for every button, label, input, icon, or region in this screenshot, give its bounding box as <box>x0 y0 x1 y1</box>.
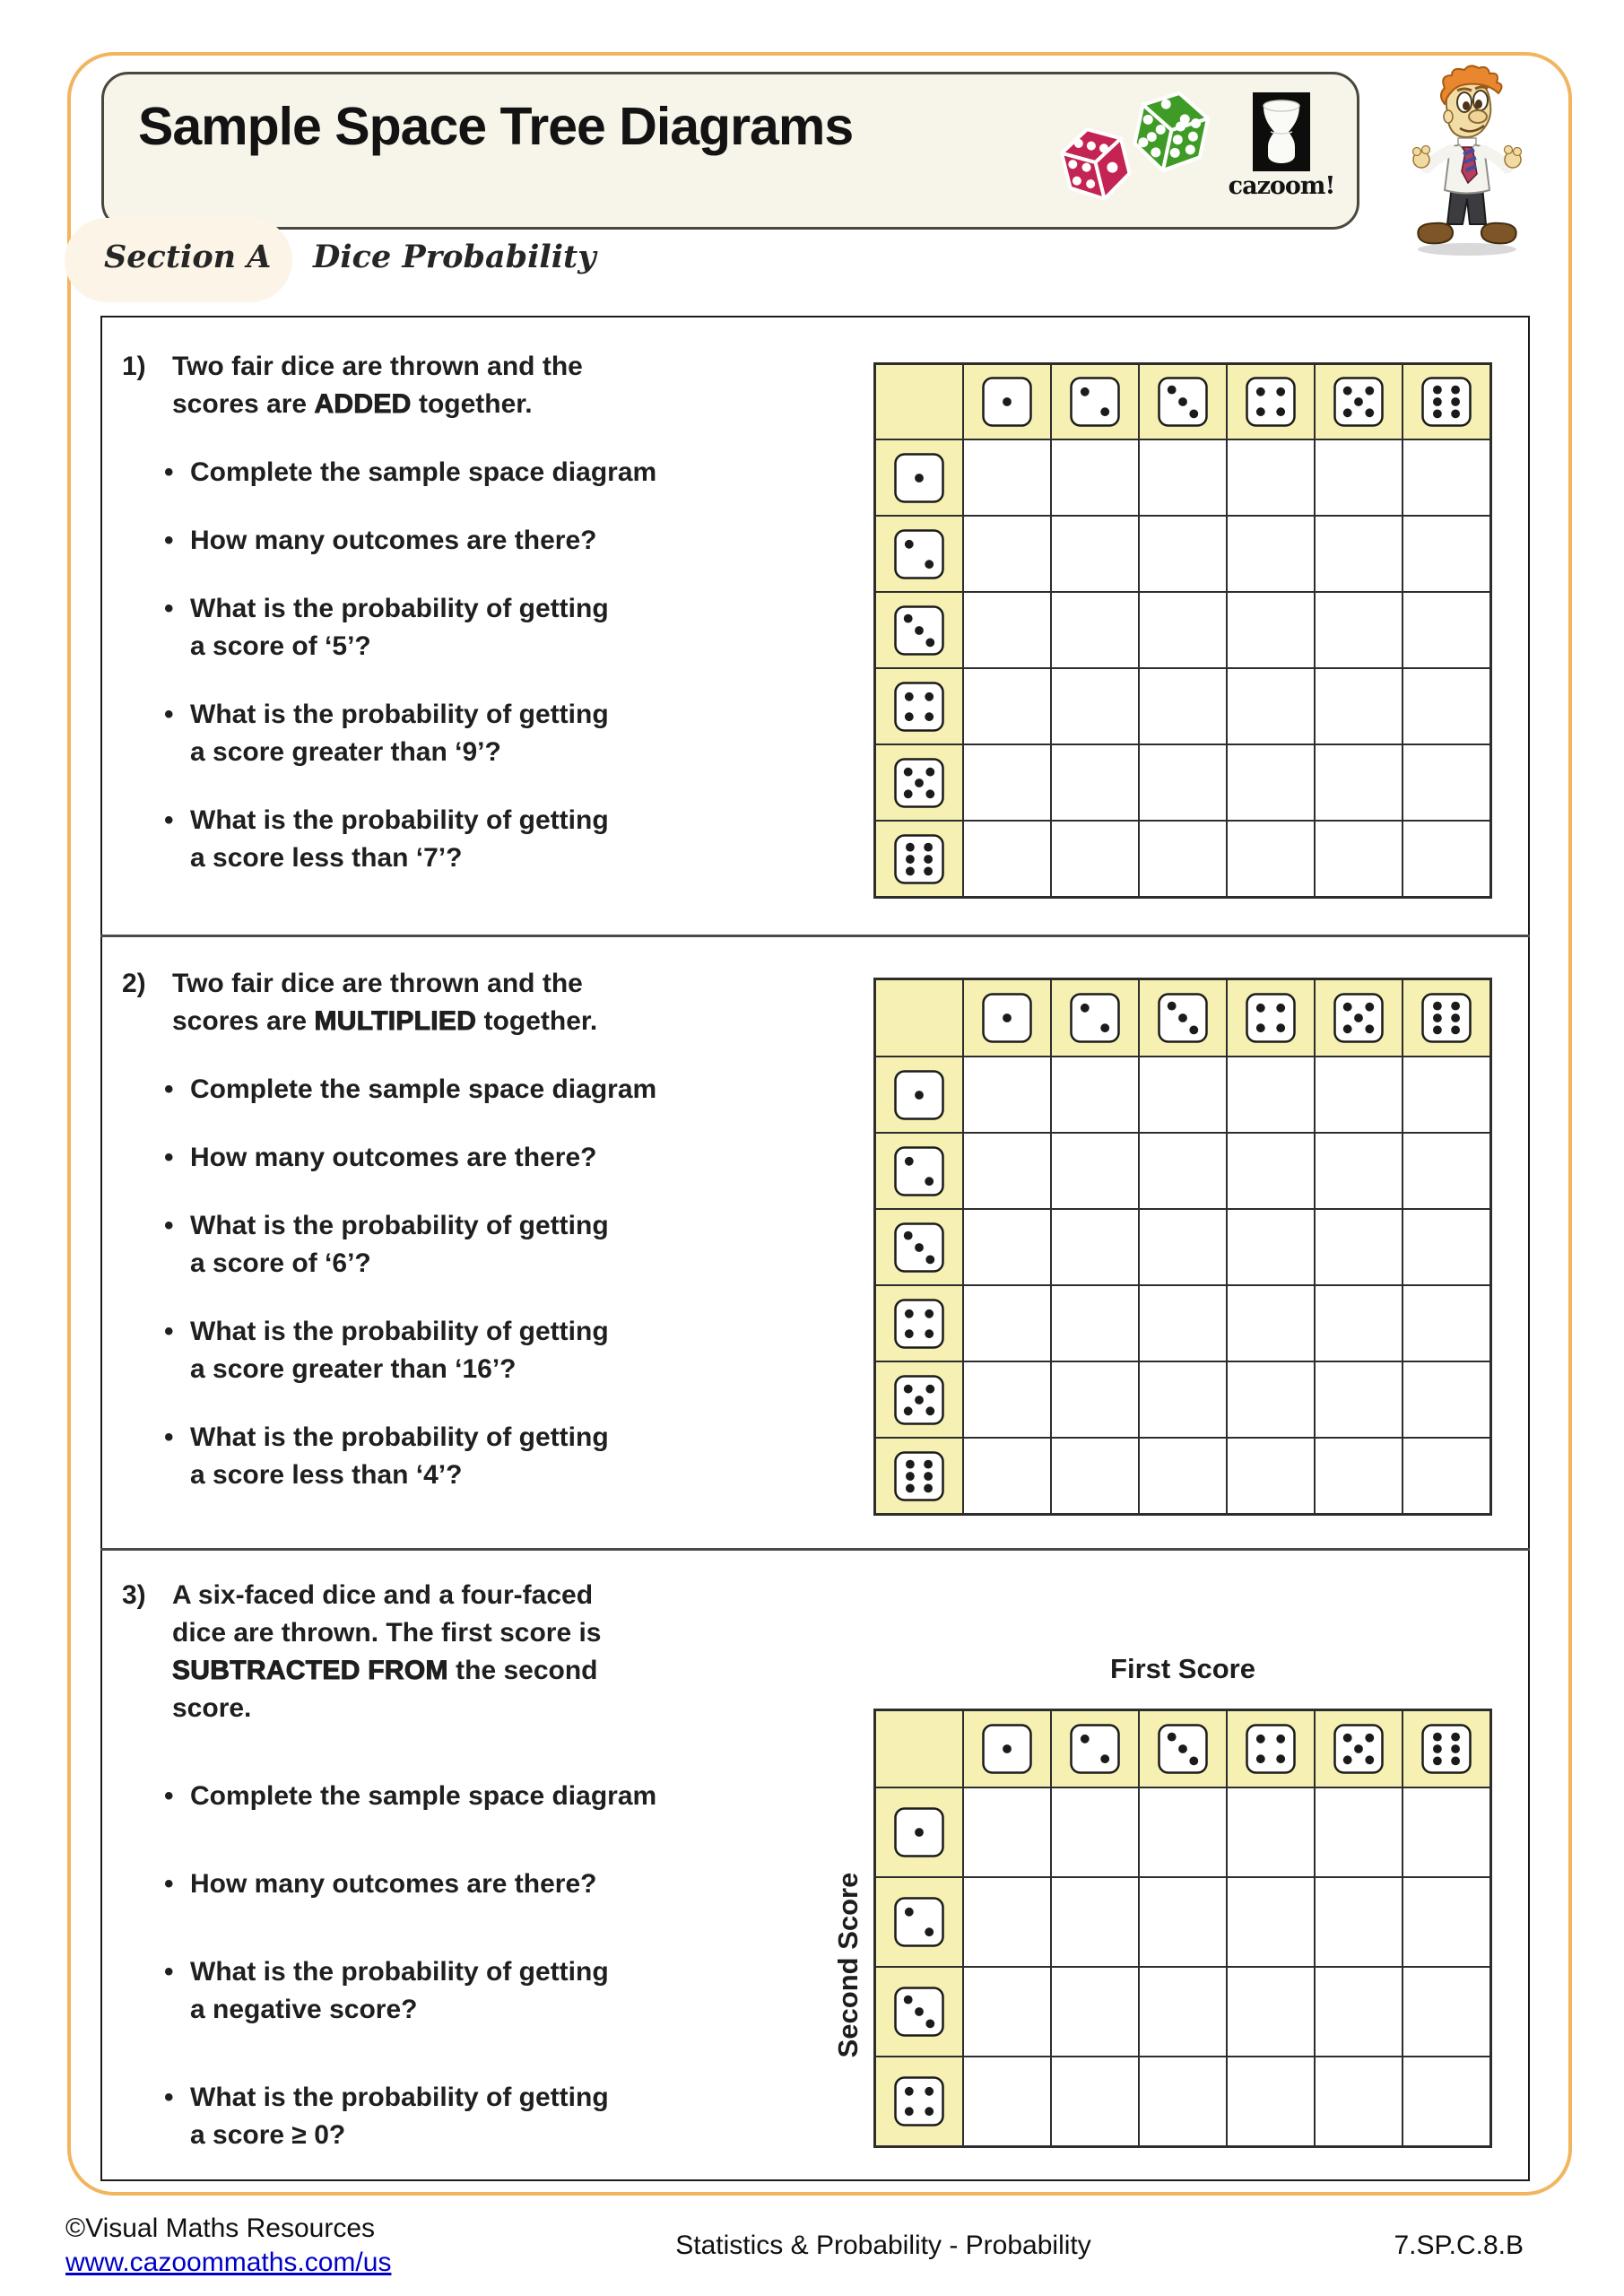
corner-cell <box>875 1710 963 1787</box>
question-3-intro-line: score. <box>172 1693 252 1723</box>
sample-space-cell <box>1315 1133 1403 1209</box>
sample-space-cell <box>1403 1361 1490 1438</box>
sample-space-cell <box>963 1285 1051 1361</box>
sample-space-cell <box>1139 1133 1227 1209</box>
sample-space-cell <box>1139 1787 1227 1877</box>
sample-space-cell <box>1315 1057 1403 1133</box>
sample-space-cell <box>1139 1967 1227 2057</box>
question-2-bullet: • What is the probability of getting a score less than ‘4’? <box>115 1419 877 1494</box>
die-header-cell <box>963 364 1051 439</box>
sample-space-cell <box>1403 439 1490 516</box>
cazoom-mascot <box>1399 65 1535 260</box>
sample-space-grid-1 <box>873 362 1492 899</box>
die-2-icon <box>1070 377 1120 427</box>
die-header-cell <box>875 821 963 897</box>
die-header-cell <box>1315 1710 1403 1787</box>
die-header-cell <box>875 1438 963 1514</box>
sample-space-cell <box>1315 1209 1403 1285</box>
sample-space-cell <box>1139 1285 1227 1361</box>
sample-space-cell <box>1315 1438 1403 1514</box>
die-1-icon <box>982 1724 1032 1774</box>
question-3-bullet: • What is the probability of getting a score ≥ 0? <box>115 2079 877 2154</box>
sample-space-cell <box>1051 1285 1139 1361</box>
question-1-bullet: • What is the probability of getting a score less than ‘7’? <box>115 802 877 877</box>
sample-space-cell <box>1403 1438 1490 1514</box>
second-score-label: Second Score <box>832 1872 864 2058</box>
sample-space-cell <box>1139 516 1227 592</box>
sample-space-cell <box>963 1057 1051 1133</box>
sample-space-cell <box>1051 516 1139 592</box>
bullet-icon: • <box>164 2083 174 2112</box>
die-header-cell <box>875 668 963 744</box>
die-header-cell <box>875 1787 963 1877</box>
standard-code: 7.SP.C.8.B <box>1394 2231 1524 2260</box>
die-5-icon <box>1333 377 1384 427</box>
die-5-icon <box>1333 993 1384 1043</box>
bullet-icon: • <box>164 526 174 555</box>
sample-space-cell <box>963 439 1051 516</box>
sample-space-cell <box>1227 1877 1315 1967</box>
sample-space-cell <box>1403 744 1490 821</box>
copyright-text: ©Visual Maths Resources <box>65 2213 376 2243</box>
bullet-icon: • <box>164 1422 174 1452</box>
die-3-icon <box>894 1222 944 1273</box>
bullet-icon: • <box>164 594 174 623</box>
die-header-cell <box>875 1361 963 1438</box>
die-6-icon <box>894 834 944 884</box>
sample-space-cell <box>1139 592 1227 668</box>
question-1-bullet: • What is the probability of getting a score of ‘5’? <box>115 590 877 665</box>
sample-space-cell <box>1139 1361 1227 1438</box>
sample-space-cell <box>1403 1057 1490 1133</box>
die-2-icon <box>1070 993 1120 1043</box>
sample-space-cell <box>1051 821 1139 897</box>
die-6-icon <box>1421 377 1472 427</box>
sample-space-cell <box>1403 1133 1490 1209</box>
sample-space-cell <box>1227 1057 1315 1133</box>
die-header-cell <box>1315 364 1403 439</box>
die-2-icon <box>1070 1724 1120 1774</box>
die-header-cell <box>1139 364 1227 439</box>
die-header-cell <box>1051 364 1139 439</box>
bullet-icon: • <box>164 700 174 729</box>
sample-space-cell <box>963 1877 1051 1967</box>
die-3-icon <box>894 605 944 656</box>
question-1-intro-line: scores are ADDED together. <box>172 389 533 419</box>
sample-space-cell <box>963 744 1051 821</box>
die-header-cell <box>875 439 963 516</box>
die-3-icon <box>1158 993 1208 1043</box>
sample-space-cell <box>1227 1438 1315 1514</box>
sample-space-cell <box>1315 592 1403 668</box>
sample-space-cell <box>1403 1209 1490 1285</box>
section-divider-1 <box>100 935 1530 937</box>
sample-space-cell <box>963 1967 1051 2057</box>
sample-space-cell <box>1051 1133 1139 1209</box>
question-3-bullet: • How many outcomes are there? <box>115 1866 877 1903</box>
sample-space-cell <box>963 1438 1051 1514</box>
dice-art <box>1053 80 1228 228</box>
die-3-icon <box>1158 377 1208 427</box>
die-3-icon <box>894 1987 944 2037</box>
die-header-cell <box>1403 1710 1490 1787</box>
die-header-cell <box>1403 364 1490 439</box>
logo-wordmark: cazoom! <box>1228 172 1335 200</box>
question-1-bullet: • Complete the sample space diagram <box>115 454 877 491</box>
cazoom-logo <box>1214 92 1349 200</box>
sample-space-cell <box>1227 668 1315 744</box>
sample-space-cell <box>1051 1787 1139 1877</box>
section-divider-2 <box>100 1548 1530 1551</box>
die-2-icon <box>894 1897 944 1947</box>
first-score-label: First Score <box>1110 1653 1255 1684</box>
question-3-bullet: • Complete the sample space diagram <box>115 1778 877 1815</box>
bullet-icon: • <box>164 1143 174 1172</box>
cazoom-link[interactable]: www.cazoommaths.com/us <box>65 2248 392 2277</box>
djembe-drum-icon <box>1253 92 1310 171</box>
sample-space-cell <box>1403 516 1490 592</box>
sample-space-cell <box>1227 1285 1315 1361</box>
sample-space-cell <box>1051 668 1139 744</box>
sample-space-cell <box>1315 1877 1403 1967</box>
bullet-icon: • <box>164 1781 174 1811</box>
question-number: 2) <box>122 969 146 998</box>
sample-space-cell <box>1403 1787 1490 1877</box>
sample-space-cell <box>1403 2057 1490 2146</box>
die-5-icon <box>1333 1724 1384 1774</box>
question-1-intro-line: 1) Two fair dice are thrown and the <box>115 348 877 386</box>
sample-space-cell <box>1227 439 1315 516</box>
die-4-icon <box>1246 377 1296 427</box>
section-title: Dice Probability <box>313 239 596 275</box>
sample-space-cell <box>1403 821 1490 897</box>
sample-space-cell <box>1051 439 1139 516</box>
sample-space-cell <box>1403 1877 1490 1967</box>
sample-space-cell <box>963 1787 1051 1877</box>
sample-space-grid-3 <box>873 1709 1492 2148</box>
die-header-cell <box>875 1057 963 1133</box>
question-1-bullet: • How many outcomes are there? <box>115 522 877 560</box>
die-header-cell <box>1315 979 1403 1057</box>
sample-space-cell <box>1227 744 1315 821</box>
die-header-cell <box>875 592 963 668</box>
sample-space-cell <box>1227 1787 1315 1877</box>
corner-cell <box>875 364 963 439</box>
die-6-icon <box>1421 1724 1472 1774</box>
sample-space-cell <box>963 1133 1051 1209</box>
die-header-cell <box>875 744 963 821</box>
sample-space-cell <box>1315 439 1403 516</box>
sample-space-cell <box>1403 1967 1490 2057</box>
question-number: 1) <box>122 352 146 381</box>
sample-space-cell <box>1139 744 1227 821</box>
bullet-icon: • <box>164 1869 174 1899</box>
bullet-icon: • <box>164 457 174 487</box>
die-header-cell <box>875 2057 963 2146</box>
sample-space-cell <box>1315 744 1403 821</box>
die-header-cell <box>963 1710 1051 1787</box>
die-header-cell <box>1051 979 1139 1057</box>
die-header-cell <box>875 1877 963 1967</box>
sample-space-cell <box>1315 1967 1403 2057</box>
die-header-cell <box>875 1285 963 1361</box>
sample-space-grid-2 <box>873 978 1492 1516</box>
bullet-icon: • <box>164 1074 174 1104</box>
page-title: Sample Space Tree Diagrams <box>138 97 854 156</box>
die-5-icon <box>894 1375 944 1425</box>
question-3-bullet: • What is the probability of getting a negative score? <box>115 1953 877 2029</box>
sample-space-cell <box>1227 1967 1315 2057</box>
sample-space-cell <box>1403 592 1490 668</box>
die-4-icon <box>894 2076 944 2126</box>
question-number: 3) <box>122 1580 146 1610</box>
header <box>101 72 1359 230</box>
sample-space-cell <box>1315 1285 1403 1361</box>
die-header-cell <box>875 1967 963 2057</box>
die-header-cell <box>1227 1710 1315 1787</box>
die-header-cell <box>1227 979 1315 1057</box>
sample-space-cell <box>1051 1057 1139 1133</box>
sample-space-cell <box>1227 1361 1315 1438</box>
question-2-intro-line: scores are MULTIPLIED together. <box>172 1006 598 1036</box>
sample-space-cell <box>1227 592 1315 668</box>
question-3-intro-line: dice are thrown. The first score is <box>172 1618 602 1648</box>
sample-space-cell <box>1051 592 1139 668</box>
green-die-icon <box>1131 86 1212 177</box>
die-header-cell <box>963 979 1051 1057</box>
die-2-icon <box>894 529 944 579</box>
die-3-icon <box>1158 1724 1208 1774</box>
footer-topic: Statistics & Probability - Probability <box>675 2231 1091 2260</box>
red-die-icon <box>1057 122 1133 206</box>
sample-space-cell <box>1403 668 1490 744</box>
die-4-icon <box>894 682 944 732</box>
sample-space-cell <box>1051 2057 1139 2146</box>
sample-space-cell <box>1139 668 1227 744</box>
sample-space-cell <box>963 516 1051 592</box>
sample-space-cell <box>1227 1209 1315 1285</box>
die-2-icon <box>894 1146 944 1196</box>
die-1-icon <box>982 377 1032 427</box>
question-1-bullet: • What is the probability of getting a score greater than ‘9’? <box>115 696 877 771</box>
sample-space-cell <box>1139 439 1227 516</box>
sample-space-cell <box>1051 1209 1139 1285</box>
die-header-cell <box>1051 1710 1139 1787</box>
sample-space-cell <box>1139 1438 1227 1514</box>
question-3 <box>115 1577 877 2154</box>
sample-space-cell <box>1315 1787 1403 1877</box>
die-header-cell <box>1227 364 1315 439</box>
sample-space-cell <box>1051 1877 1139 1967</box>
sample-space-cell <box>1051 1967 1139 2057</box>
die-4-icon <box>1246 1724 1296 1774</box>
die-5-icon <box>894 758 944 808</box>
question-2-bullet: • What is the probability of getting a score greater than ‘16’? <box>115 1313 877 1388</box>
die-header-cell <box>1139 1710 1227 1787</box>
die-header-cell <box>875 1133 963 1209</box>
die-4-icon <box>1246 993 1296 1043</box>
question-1 <box>115 348 877 877</box>
die-4-icon <box>894 1299 944 1349</box>
sample-space-cell <box>963 2057 1051 2146</box>
die-header-cell <box>875 1209 963 1285</box>
sample-space-cell <box>1403 1285 1490 1361</box>
sample-space-cell <box>1227 1133 1315 1209</box>
bullet-icon: • <box>164 1957 174 1987</box>
bullet-icon: • <box>164 805 174 835</box>
die-1-icon <box>894 453 944 503</box>
section-label: Section A <box>104 239 272 275</box>
die-header-cell <box>1139 979 1227 1057</box>
question-2-intro-line: 2) Two fair dice are thrown and the <box>115 965 877 1003</box>
question-2-bullet: • Complete the sample space diagram <box>115 1071 877 1109</box>
question-2-bullet: • What is the probability of getting a score of ‘6’? <box>115 1207 877 1283</box>
question-2-bullet: • How many outcomes are there? <box>115 1139 877 1177</box>
sample-space-cell <box>963 1361 1051 1438</box>
sample-space-cell <box>1315 2057 1403 2146</box>
die-1-icon <box>982 993 1032 1043</box>
sample-space-cell <box>963 1209 1051 1285</box>
sample-space-cell <box>1139 1877 1227 1967</box>
sample-space-cell <box>963 592 1051 668</box>
bullet-icon: • <box>164 1211 174 1240</box>
sample-space-cell <box>1139 1057 1227 1133</box>
sample-space-cell <box>1315 1361 1403 1438</box>
bullet-icon: • <box>164 1317 174 1346</box>
question-3-intro-line: 3) A six-faced dice and a four-faced <box>115 1577 877 1614</box>
sample-space-cell <box>963 668 1051 744</box>
die-6-icon <box>894 1451 944 1501</box>
die-header-cell <box>875 516 963 592</box>
sample-space-cell <box>1051 1438 1139 1514</box>
die-6-icon <box>1421 993 1472 1043</box>
sample-space-cell <box>1227 516 1315 592</box>
sample-space-cell <box>1139 2057 1227 2146</box>
question-2 <box>115 965 877 1494</box>
sample-space-cell <box>1051 1361 1139 1438</box>
sample-space-cell <box>1139 1209 1227 1285</box>
die-1-icon <box>894 1807 944 1857</box>
die-header-cell <box>1403 979 1490 1057</box>
question-3-intro-line: SUBTRACTED FROM the second <box>172 1656 598 1685</box>
sample-space-cell <box>1315 668 1403 744</box>
sample-space-cell <box>1315 821 1403 897</box>
die-1-icon <box>894 1070 944 1120</box>
sample-space-cell <box>1315 516 1403 592</box>
corner-cell <box>875 979 963 1057</box>
sample-space-cell <box>1227 2057 1315 2146</box>
sample-space-cell <box>963 821 1051 897</box>
sample-space-cell <box>1139 821 1227 897</box>
sample-space-cell <box>1227 821 1315 897</box>
sample-space-cell <box>1051 744 1139 821</box>
